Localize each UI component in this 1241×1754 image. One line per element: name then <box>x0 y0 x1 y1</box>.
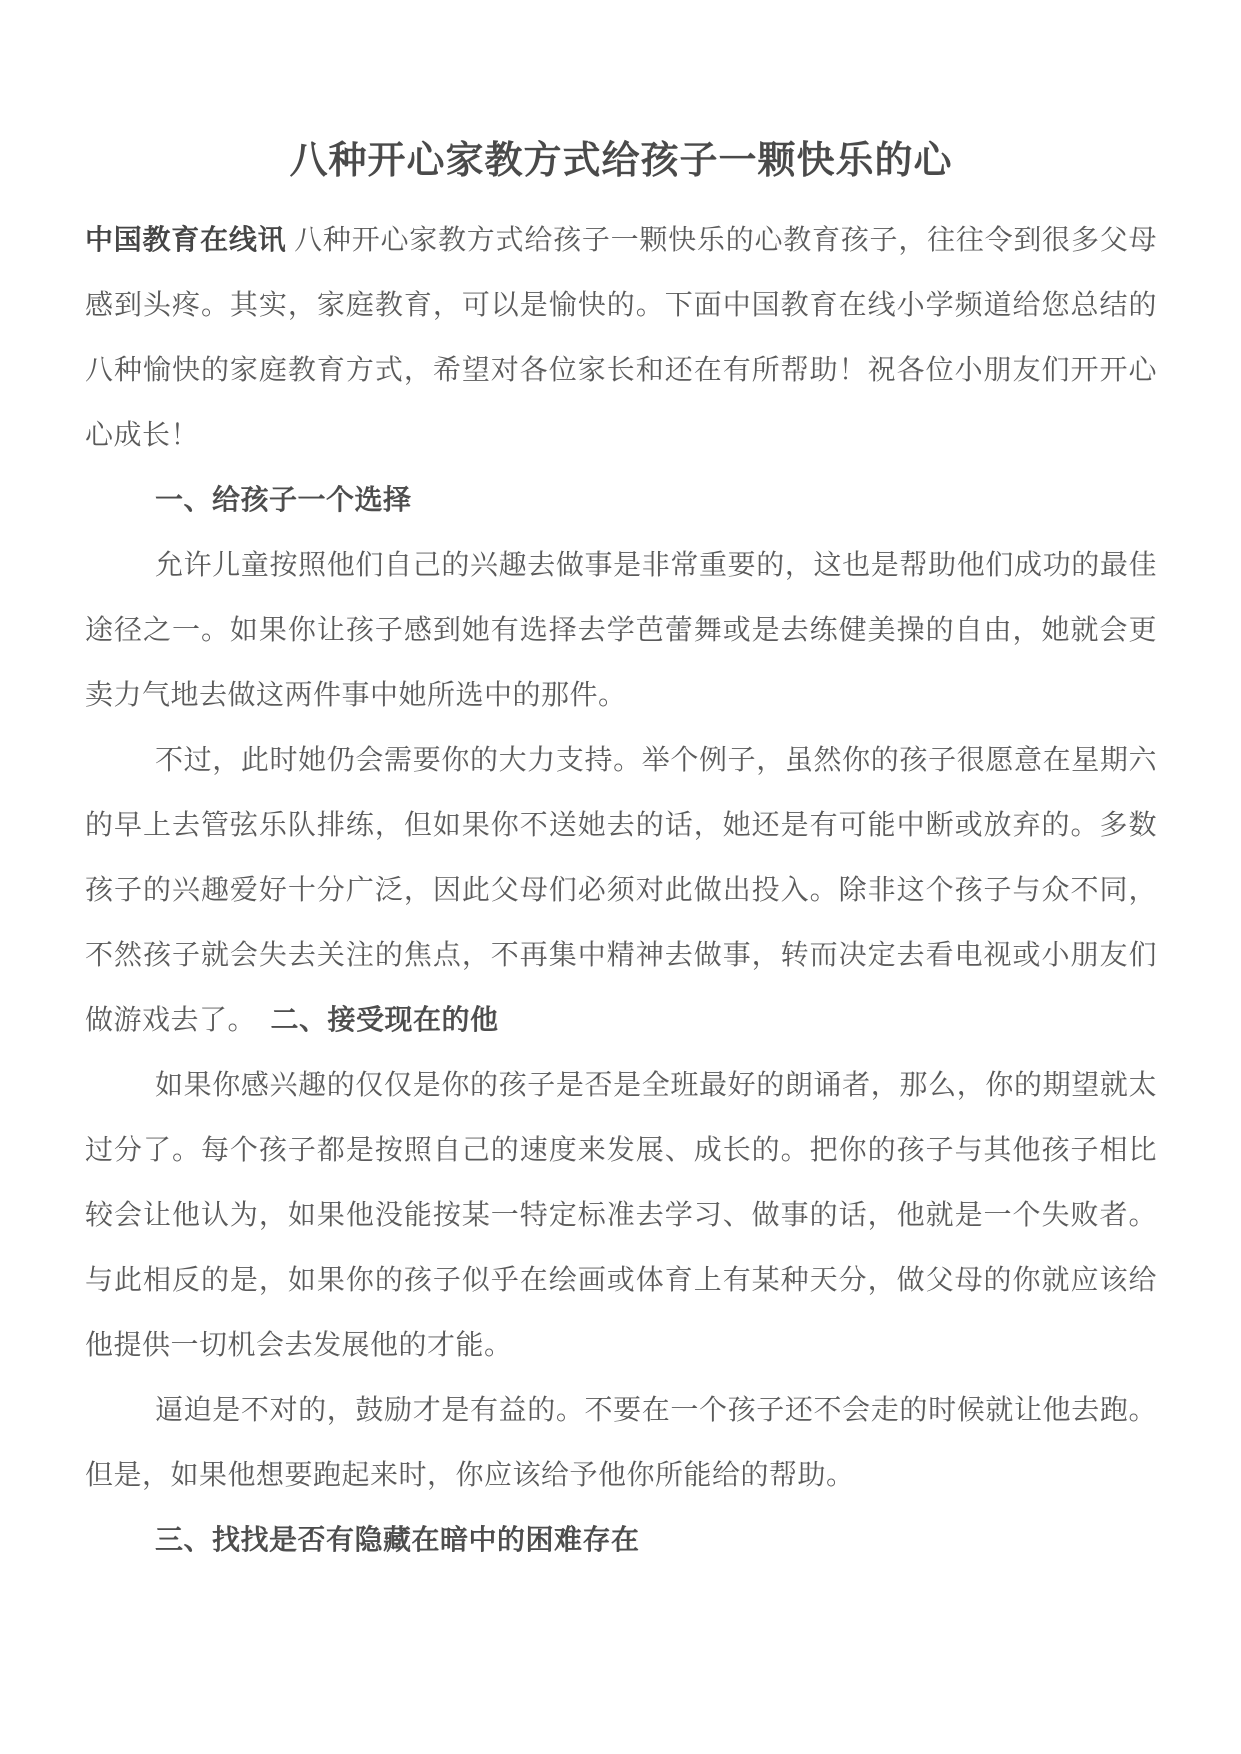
section-2-paragraph-1: 如果你感兴趣的仅仅是你的孩子是否是全班最好的朗诵者，那么，你的期望就太过分了。每个孩子都是按照自己的速度来发展、成长的。把你的孩子与其他孩子相比较会让他认为，如果他没能按某一特定标准去学习、做事的话，他就是一个失败者。与此相反的是，如果你的孩子似乎在绘画或体育上有某种天分，做父母的你就应该给他提供一切机会去发展他的才能。 <box>85 1070 1157 1361</box>
intro-paragraph <box>85 208 1157 468</box>
section-heading-3: 三、找找是否有隐藏在暗中的困难存在 <box>155 1525 640 1556</box>
intro-text: 八种开心家教方式给孩子一颗快乐的心教育孩子，往往令到很多父母感到头疼。其实，家庭教育，可以是愉快的。下面中国教育在线小学频道给您总结的八种愉快的家庭教育方式，希望对各位家长和还在有所帮助！祝各位小朋友们开开心心成长！ <box>85 225 1157 451</box>
section-1-paragraph-2 <box>85 728 1157 1053</box>
section-1-paragraph-1: 允许儿童按照他们自己的兴趣去做事是非常重要的，这也是帮助他们成功的最佳途径之一。如果你让孩子感到她有选择去学芭蕾舞或是去练健美操的自由，她就会更卖力气地去做这两件事中她所选中的那件。 <box>85 550 1157 711</box>
document-title: 八种开心家教方式给孩子一颗快乐的心 <box>289 140 953 182</box>
section-1-paragraph-2-text: 不过，此时她仍会需要你的大力支持。举个例子，虽然你的孩子很愿意在星期六的早上去管弦乐队排练，但如果你不送她去的话，她还是有可能中断或放弃的。多数孩子的兴趣爱好十分广泛，因此父母们必须对此做出投入。除非这个孩子与众不同，不然孩子就会失去关注的焦点，不再集中精神去做事，转而决定去看电视或小朋友们做游戏去了。 <box>85 745 1157 1036</box>
document-content <box>85 131 1157 1573</box>
intro-source-label: 中国教育在线讯 <box>85 225 287 256</box>
section-heading-1: 一、给孩子一个选择 <box>155 485 412 516</box>
section-2-paragraph-2: 逼迫是不对的，鼓励才是有益的。不要在一个孩子还不会走的时候就让他去跑。但是，如果他想要跑起来时，你应该给予他你所能给的帮助。 <box>85 1395 1157 1491</box>
section-heading-2: 二、接受现在的他 <box>270 1005 499 1036</box>
